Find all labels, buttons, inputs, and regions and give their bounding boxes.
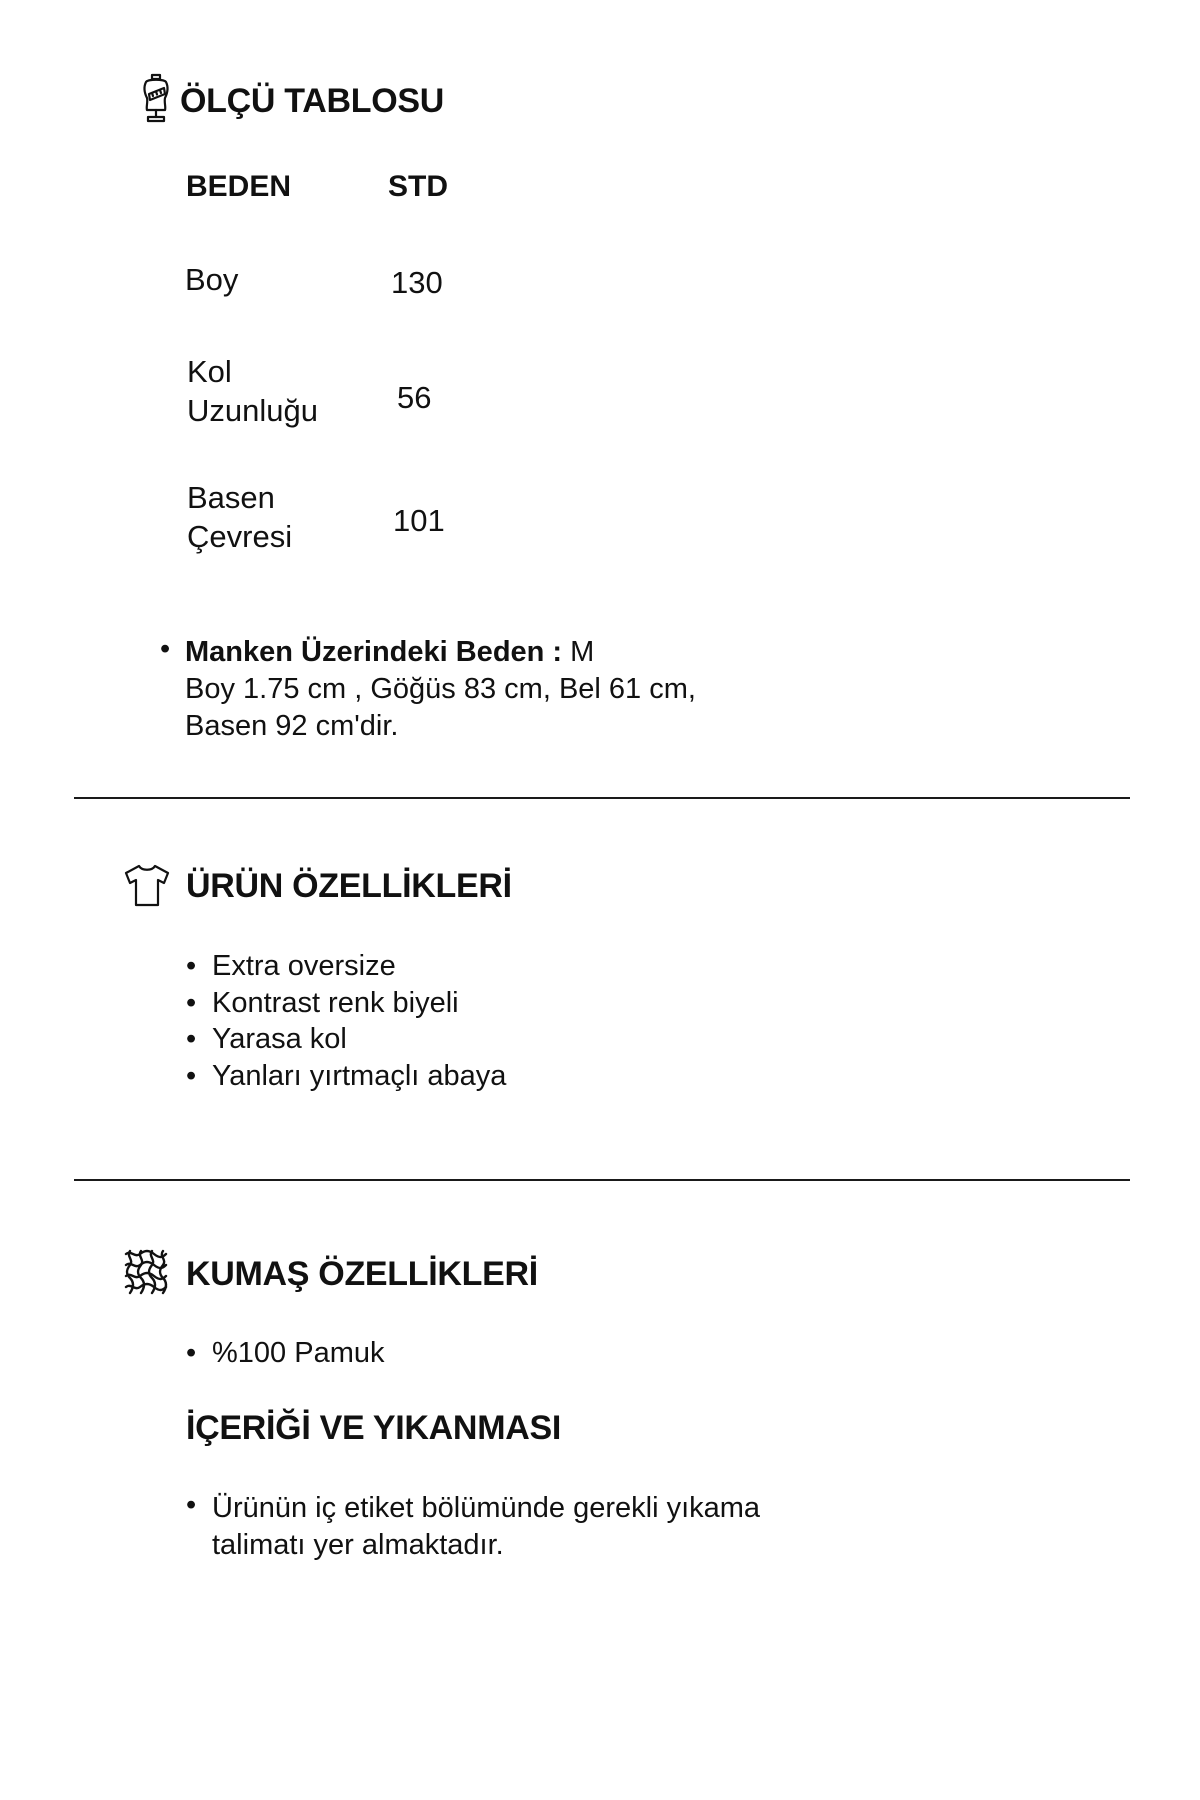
table-row-value-hip-circumference: 101 — [393, 503, 445, 538]
row-label-line: Çevresi — [187, 519, 293, 554]
list-item: • Extra oversize — [186, 948, 506, 985]
list-item: • %100 Pamuk — [186, 1335, 385, 1372]
table-row-label-height — [185, 260, 238, 299]
section-divider — [74, 1179, 1130, 1181]
care-instructions — [212, 1490, 760, 1564]
size-column-header: BEDEN — [186, 170, 292, 203]
list-item: • Kontrast renk biyeli — [186, 985, 506, 1022]
table-row-value-sleeve-length: 56 — [397, 380, 432, 415]
model-size-value: M — [570, 636, 595, 668]
row-label-line: Basen — [187, 480, 275, 515]
fabric-features-list — [186, 1335, 385, 1372]
model-measurements-line: Boy 1.75 cm , Göğüs 83 cm, Bel 61 cm, — [185, 673, 696, 705]
table-row-value-height: 130 — [391, 265, 443, 300]
model-size-label: Manken Üzerindeki Beden : — [185, 636, 563, 668]
care-title: İÇERİĞİ VE YIKANMASI — [186, 1409, 561, 1447]
model-measurements-line: Basen 92 cm'dir. — [185, 710, 399, 742]
care-line: talimatı yer almaktadır. — [212, 1529, 504, 1561]
bullet-icon: • — [160, 633, 171, 665]
table-row-label-sleeve-length — [187, 352, 318, 430]
std-column-header: STD — [388, 170, 448, 203]
row-label-line: Uzunluğu — [187, 393, 318, 428]
list-item: • Yanları yırtmaçlı abaya — [186, 1058, 506, 1095]
fabric-features-title: KUMAŞ ÖZELLİKLERİ — [186, 1255, 538, 1293]
section-divider — [74, 797, 1130, 799]
tshirt-icon — [124, 862, 170, 908]
care-line: Ürünün iç etiket bölümünde gerekli yıkama — [212, 1492, 761, 1524]
fabric-weave-icon — [122, 1248, 170, 1296]
model-size-note — [185, 634, 696, 745]
mannequin-measuring-tape-icon — [138, 72, 174, 124]
list-item: • Yarasa kol — [186, 1021, 506, 1058]
product-features-list — [186, 948, 506, 1094]
row-label-line: Kol — [187, 354, 232, 389]
bullet-icon: • — [186, 1489, 197, 1521]
model-size-line — [185, 634, 696, 671]
table-row-label-hip-circumference — [187, 478, 292, 556]
row-label-line: Boy — [185, 262, 239, 297]
product-features-title: ÜRÜN ÖZELLİKLERİ — [186, 867, 512, 905]
size-chart-title: ÖLÇÜ TABLOSU — [180, 82, 444, 120]
